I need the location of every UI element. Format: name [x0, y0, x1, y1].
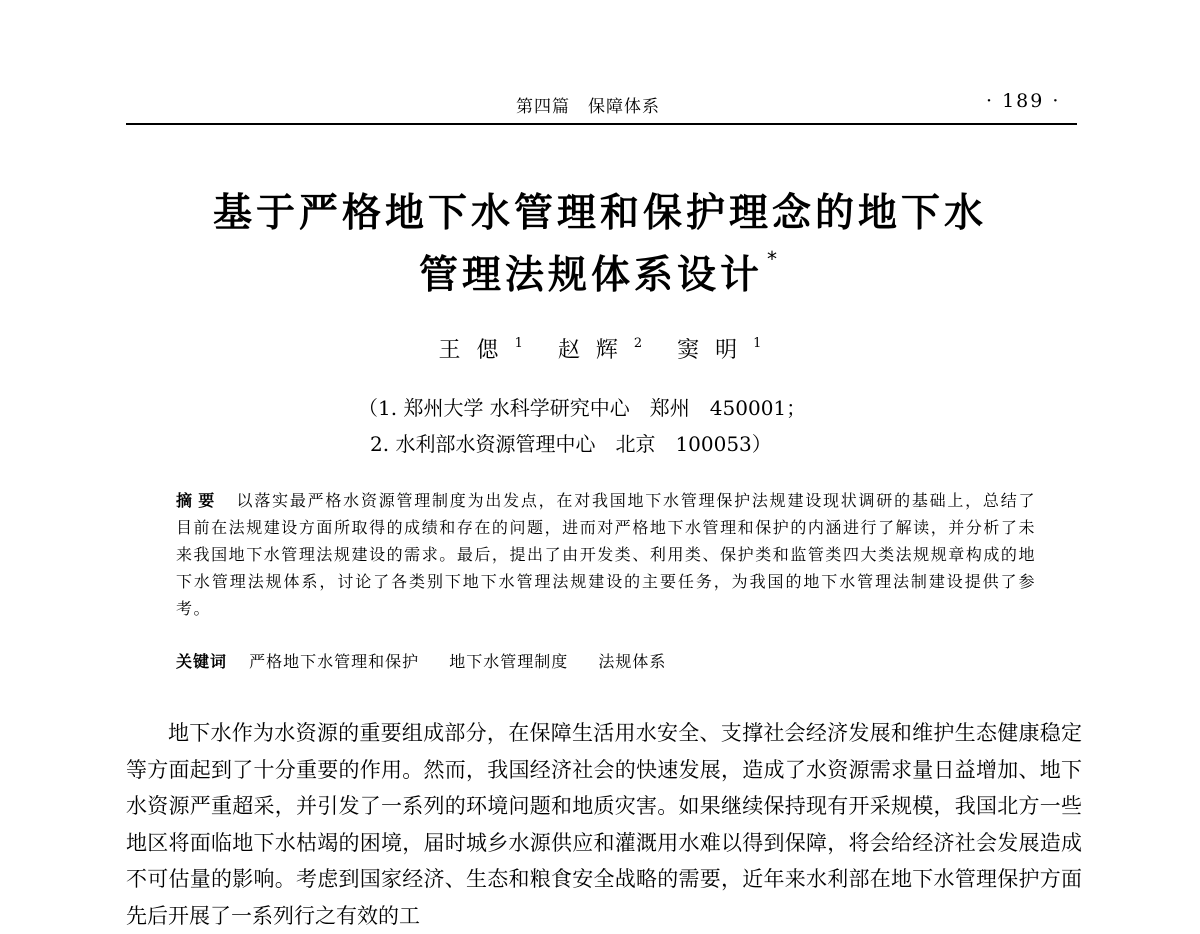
keyword: 法规体系 [598, 652, 667, 671]
paper-title-line-1: 基于严格地下水管理和保护理念的地下水 [212, 191, 987, 236]
paper-title-line-2-text: 管理法规体系设计 [418, 253, 763, 298]
abstract [176, 487, 1036, 622]
affiliation-line-2: 2. 水利部水资源管理中心 北京 100053） [370, 432, 772, 456]
author [439, 333, 523, 364]
header-rule [126, 123, 1077, 125]
author-affiliation-mark: 1 [753, 336, 762, 351]
abstract-label: 摘要 [176, 491, 221, 510]
author [558, 333, 642, 364]
keyword: 地下水管理制度 [449, 652, 569, 671]
paper-title-line-2 [0, 244, 1200, 300]
keyword: 严格地下水管理和保护 [249, 652, 420, 671]
body-paragraph: 地下水作为水资源的重要组成部分，在保障生活用水安全、支撑社会经济发展和维护生态健康稳定等方面起到了十分重要的作用。然而，我国经济社会的快速发展，造成了水资源需求量日益增加、地下水资源严重超采，并引发了一系列的环境问题和地质灾害。如果继续保持现有开采规模，我国北方一些地区将面临地下水枯竭的困境，届时城乡水源供应和灌溉用水难以得到保障，将会给经济社会发展造成不可估量的影响。考虑到国家经济、生态和粮食安全战略的需要，近年来水利部在地下水管理保护方面先后开展了一系列行之有效的工 [126, 721, 1082, 928]
title-footnote-mark: * [767, 247, 781, 271]
author-name: 王偲 [438, 338, 515, 363]
author-affiliation-mark: 2 [633, 336, 643, 351]
author-affiliation-mark: 1 [514, 336, 523, 351]
affiliation-line-1: （1. 郑州大学 水科学研究中心 郑州 450001； [358, 396, 807, 420]
author-name: 赵辉 [557, 338, 634, 363]
author-name: 窦明 [677, 338, 754, 363]
abstract-text: 以落实最严格水资源管理制度为出发点，在对我国地下水管理保护法规建设现状调研的基础上，总结了目前在法规建设方面所取得的成绩和存在的问题，进而对严格地下水管理和保护的内涵进行了解读，并分析了未来我国地下水管理法规建设的需求。最后，提出了由开发类、利用类、保护类和监管类四大类法规规章构成的地下水管理法规体系，讨论了各类别下地下水管理法规建设的主要任务，为我国的地下水管理法制建设提供了参考。 [176, 491, 1036, 618]
author [677, 333, 761, 364]
running-header-section: 第四篇 保障体系 [516, 97, 660, 117]
keywords-label: 关键词 [176, 652, 228, 671]
author-list [0, 333, 1200, 364]
page-number: · 189 · [986, 90, 1061, 112]
keywords [176, 649, 1036, 672]
